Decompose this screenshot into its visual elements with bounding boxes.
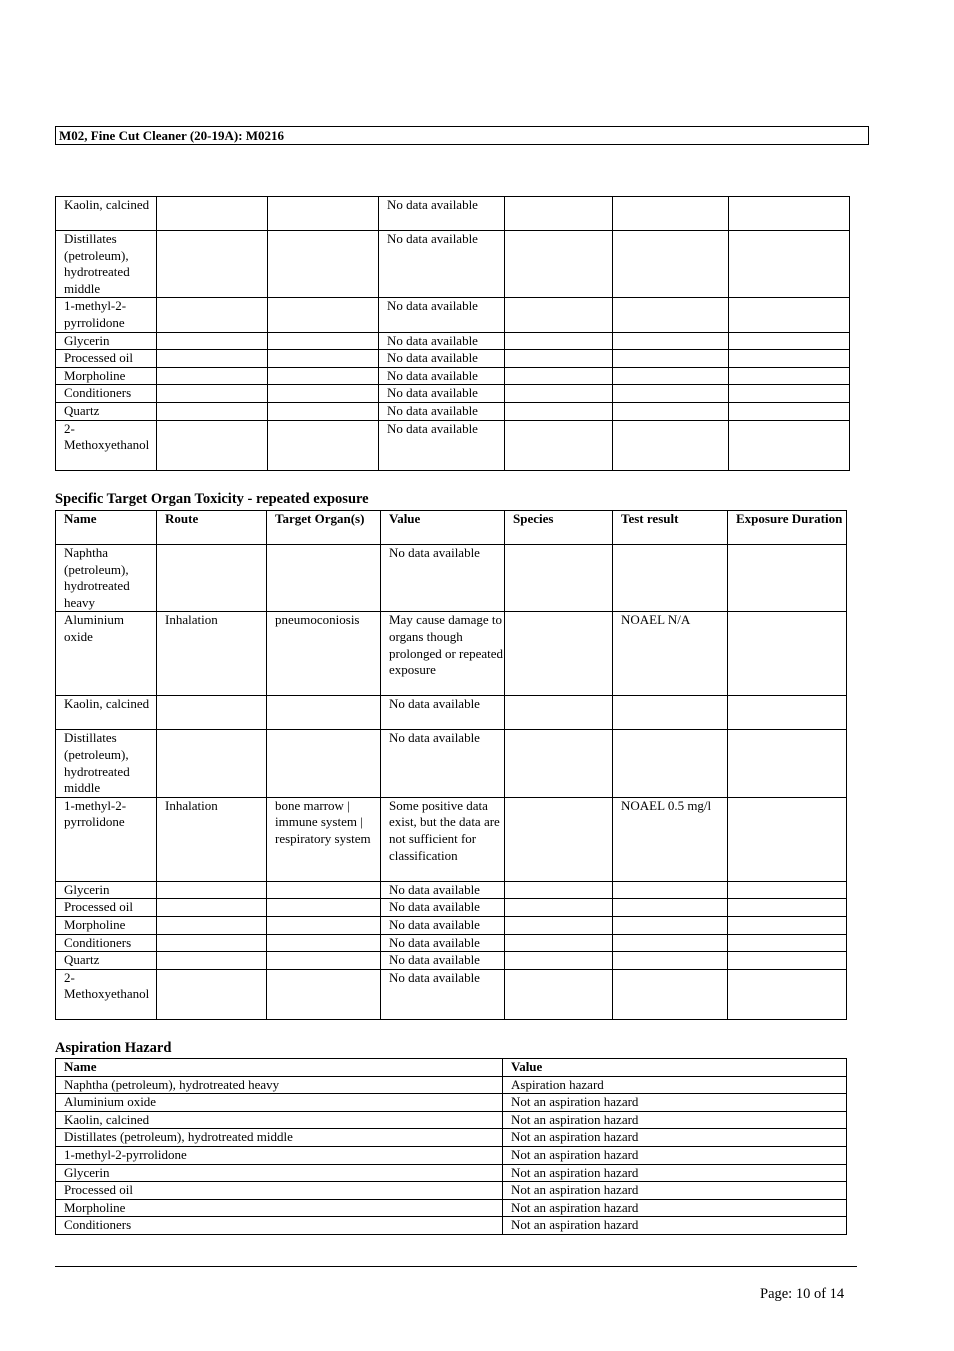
table-row: [56, 402, 850, 420]
table-row: [56, 934, 847, 952]
cell-duration: [729, 231, 850, 298]
cell-duration: [728, 881, 847, 899]
cell-organ: [267, 696, 381, 730]
cell-route: [157, 298, 268, 332]
cell-result: [613, 969, 728, 1019]
table-row: [56, 420, 850, 470]
cell-result: NOAEL 0.5 mg/l: [613, 797, 728, 881]
cell-route: [157, 402, 268, 420]
cell-route: [157, 881, 267, 899]
cell-name: Morpholine: [56, 916, 157, 934]
cell-route: [157, 367, 268, 385]
cell-name: Conditioners: [56, 934, 157, 952]
cell-name: Conditioners: [56, 385, 157, 403]
cell-route: [157, 696, 267, 730]
cell-value: No data available: [379, 402, 505, 420]
cell-name: Processed oil: [56, 350, 157, 368]
cell-value: No data available: [381, 952, 505, 970]
cell-name: 2-Methoxyethanol: [56, 420, 157, 470]
document-header-title: M02, Fine Cut Cleaner (20-19A): M0216: [55, 126, 869, 145]
cell-species: [505, 730, 613, 797]
header-name: Name: [56, 1059, 503, 1077]
toxicity-table-continued: [55, 196, 850, 471]
cell-name: Processed oil: [56, 899, 157, 917]
table-row: [56, 612, 847, 696]
cell-route: [157, 899, 267, 917]
table-row: [56, 1129, 847, 1147]
cell-organ: [267, 545, 381, 612]
cell-organ: [267, 952, 381, 970]
header-value: Value: [503, 1059, 847, 1077]
cell-value: No data available: [381, 969, 505, 1019]
cell-result: [613, 367, 729, 385]
cell-name: Processed oil: [56, 1182, 503, 1200]
footer-divider: [55, 1266, 857, 1267]
cell-name: Kaolin, calcined: [56, 696, 157, 730]
aspiration-table: [55, 1058, 847, 1235]
cell-name: 1-methyl-2-pyrrolidone: [56, 298, 157, 332]
cell-value: Not an aspiration hazard: [503, 1182, 847, 1200]
table-row: [56, 1076, 847, 1094]
table-row: [56, 696, 847, 730]
cell-name: Naphtha (petroleum), hydrotreated heavy: [56, 545, 157, 612]
cell-name: Quartz: [56, 402, 157, 420]
cell-species: [505, 545, 613, 612]
cell-value: No data available: [379, 298, 505, 332]
table-row: [56, 1094, 847, 1112]
cell-species: [505, 797, 613, 881]
cell-name: Aluminium oxide: [56, 1094, 503, 1112]
cell-species: [505, 367, 613, 385]
cell-result: [613, 545, 728, 612]
cell-value: No data available: [379, 420, 505, 470]
cell-route: [157, 934, 267, 952]
cell-route: [157, 420, 268, 470]
cell-value: Not an aspiration hazard: [503, 1146, 847, 1164]
cell-duration: [729, 402, 850, 420]
cell-route: [157, 730, 267, 797]
cell-organ: [268, 332, 379, 350]
header-test-result: Test result: [613, 511, 728, 545]
cell-species: [505, 197, 613, 231]
cell-name: Distillates (petroleum), hydrotreated middle: [56, 231, 157, 298]
table-row: [56, 197, 850, 231]
cell-value: No data available: [381, 881, 505, 899]
cell-species: [505, 298, 613, 332]
cell-name: Glycerin: [56, 332, 157, 350]
table-row: [56, 1111, 847, 1129]
cell-species: [505, 934, 613, 952]
cell-result: [613, 934, 728, 952]
cell-duration: [728, 899, 847, 917]
table-row: [56, 350, 850, 368]
cell-organ: [268, 367, 379, 385]
table-row: [56, 332, 850, 350]
cell-result: [613, 332, 729, 350]
header-exposure-duration: Exposure Duration: [728, 511, 847, 545]
cell-value: May cause damage to organs though prolonged or repeated exposure: [381, 612, 505, 696]
aspiration-section-title: Aspiration Hazard: [55, 1040, 172, 1056]
cell-result: [613, 350, 729, 368]
table-row: [56, 797, 847, 881]
stot-section-title: Specific Target Organ Toxicity - repeated exposure: [55, 491, 369, 507]
cell-result: [613, 881, 728, 899]
cell-organ: [268, 197, 379, 231]
cell-value: Not an aspiration hazard: [503, 1111, 847, 1129]
header-value: Value: [381, 511, 505, 545]
table-row: [56, 231, 850, 298]
cell-organ: [268, 420, 379, 470]
cell-organ: [267, 899, 381, 917]
cell-value: No data available: [379, 231, 505, 298]
cell-organ: [268, 231, 379, 298]
cell-route: [157, 197, 268, 231]
cell-species: [505, 612, 613, 696]
cell-species: [505, 402, 613, 420]
table-row: [56, 367, 850, 385]
cell-result: [613, 952, 728, 970]
cell-name: Kaolin, calcined: [56, 1111, 503, 1129]
cell-duration: [728, 952, 847, 970]
cell-result: [613, 696, 728, 730]
cell-route: [157, 969, 267, 1019]
cell-species: [505, 231, 613, 298]
table-header-row: [56, 1059, 847, 1077]
page-number: Page: 10 of 14: [760, 1286, 845, 1302]
cell-name: Naphtha (petroleum), hydrotreated heavy: [56, 1076, 503, 1094]
cell-duration: [729, 197, 850, 231]
table-row: [56, 730, 847, 797]
header-route: Route: [157, 511, 267, 545]
cell-name: Morpholine: [56, 367, 157, 385]
cell-duration: [728, 730, 847, 797]
cell-species: [505, 899, 613, 917]
cell-name: 2-Methoxyethanol: [56, 969, 157, 1019]
cell-route: [157, 350, 268, 368]
cell-value: Not an aspiration hazard: [503, 1217, 847, 1235]
table-row: [56, 1182, 847, 1200]
cell-value: Aspiration hazard: [503, 1076, 847, 1094]
header-target-organs: Target Organ(s): [267, 511, 381, 545]
cell-route: [157, 545, 267, 612]
cell-organ: [267, 730, 381, 797]
cell-result: [613, 298, 729, 332]
cell-result: [613, 916, 728, 934]
cell-name: Aluminium oxide: [56, 612, 157, 696]
cell-value: Not an aspiration hazard: [503, 1094, 847, 1112]
cell-duration: [728, 696, 847, 730]
table-row: [56, 952, 847, 970]
cell-result: [613, 730, 728, 797]
table-row: [56, 1146, 847, 1164]
table-row: [56, 1199, 847, 1217]
cell-species: [505, 696, 613, 730]
cell-route: [157, 916, 267, 934]
cell-value: No data available: [379, 385, 505, 403]
table-row: [56, 881, 847, 899]
cell-result: [613, 402, 729, 420]
cell-result: [613, 385, 729, 403]
stot-table: [55, 510, 847, 1020]
cell-organ: [268, 385, 379, 403]
cell-duration: [728, 545, 847, 612]
cell-result: [613, 231, 729, 298]
cell-route: Inhalation: [157, 612, 267, 696]
cell-result: [613, 197, 729, 231]
cell-organ: [268, 402, 379, 420]
cell-duration: [729, 350, 850, 368]
cell-organ: [267, 969, 381, 1019]
cell-value: No data available: [381, 899, 505, 917]
cell-duration: [729, 420, 850, 470]
cell-species: [505, 332, 613, 350]
cell-value: Not an aspiration hazard: [503, 1129, 847, 1147]
cell-species: [505, 969, 613, 1019]
cell-name: Distillates (petroleum), hydrotreated middle: [56, 1129, 503, 1147]
cell-name: Morpholine: [56, 1199, 503, 1217]
cell-name: Distillates (petroleum), hydrotreated middle: [56, 730, 157, 797]
cell-duration: [729, 385, 850, 403]
cell-value: Not an aspiration hazard: [503, 1199, 847, 1217]
cell-duration: [729, 298, 850, 332]
header-name: Name: [56, 511, 157, 545]
cell-value: No data available: [379, 332, 505, 350]
cell-name: Glycerin: [56, 1164, 503, 1182]
table-row: [56, 1164, 847, 1182]
cell-result: NOAEL N/A: [613, 612, 728, 696]
cell-duration: [728, 797, 847, 881]
cell-value: No data available: [379, 367, 505, 385]
cell-duration: [728, 612, 847, 696]
cell-route: [157, 952, 267, 970]
table-row: [56, 1217, 847, 1235]
cell-duration: [728, 916, 847, 934]
cell-name: Glycerin: [56, 881, 157, 899]
cell-route: [157, 231, 268, 298]
cell-organ: [267, 934, 381, 952]
cell-species: [505, 385, 613, 403]
cell-species: [505, 916, 613, 934]
cell-duration: [729, 332, 850, 350]
cell-duration: [728, 934, 847, 952]
cell-value: Not an aspiration hazard: [503, 1164, 847, 1182]
cell-route: Inhalation: [157, 797, 267, 881]
cell-name: 1-methyl-2-pyrrolidone: [56, 1146, 503, 1164]
cell-value: No data available: [381, 730, 505, 797]
header-species: Species: [505, 511, 613, 545]
cell-duration: [729, 367, 850, 385]
cell-species: [505, 420, 613, 470]
cell-value: No data available: [381, 916, 505, 934]
cell-name: Quartz: [56, 952, 157, 970]
cell-name: Kaolin, calcined: [56, 197, 157, 231]
table-row: [56, 899, 847, 917]
table-header-row: [56, 511, 847, 545]
cell-organ: [267, 916, 381, 934]
cell-duration: [728, 969, 847, 1019]
cell-value: No data available: [379, 197, 505, 231]
table-row: [56, 298, 850, 332]
cell-route: [157, 332, 268, 350]
cell-species: [505, 881, 613, 899]
cell-organ: bone marrow | immune system | respiratory system: [267, 797, 381, 881]
table-row: [56, 545, 847, 612]
table-row: [56, 385, 850, 403]
cell-value: No data available: [381, 545, 505, 612]
cell-value: Some positive data exist, but the data are not sufficient for classification: [381, 797, 505, 881]
cell-organ: [268, 350, 379, 368]
table-row: [56, 916, 847, 934]
cell-name: Conditioners: [56, 1217, 503, 1235]
cell-value: No data available: [379, 350, 505, 368]
cell-value: No data available: [381, 696, 505, 730]
cell-species: [505, 350, 613, 368]
cell-organ: [268, 298, 379, 332]
cell-result: [613, 420, 729, 470]
cell-organ: pneumoconiosis: [267, 612, 381, 696]
cell-value: No data available: [381, 934, 505, 952]
cell-name: 1-methyl-2-pyrrolidone: [56, 797, 157, 881]
cell-route: [157, 385, 268, 403]
cell-species: [505, 952, 613, 970]
cell-organ: [267, 881, 381, 899]
table-row: [56, 969, 847, 1019]
cell-result: [613, 899, 728, 917]
